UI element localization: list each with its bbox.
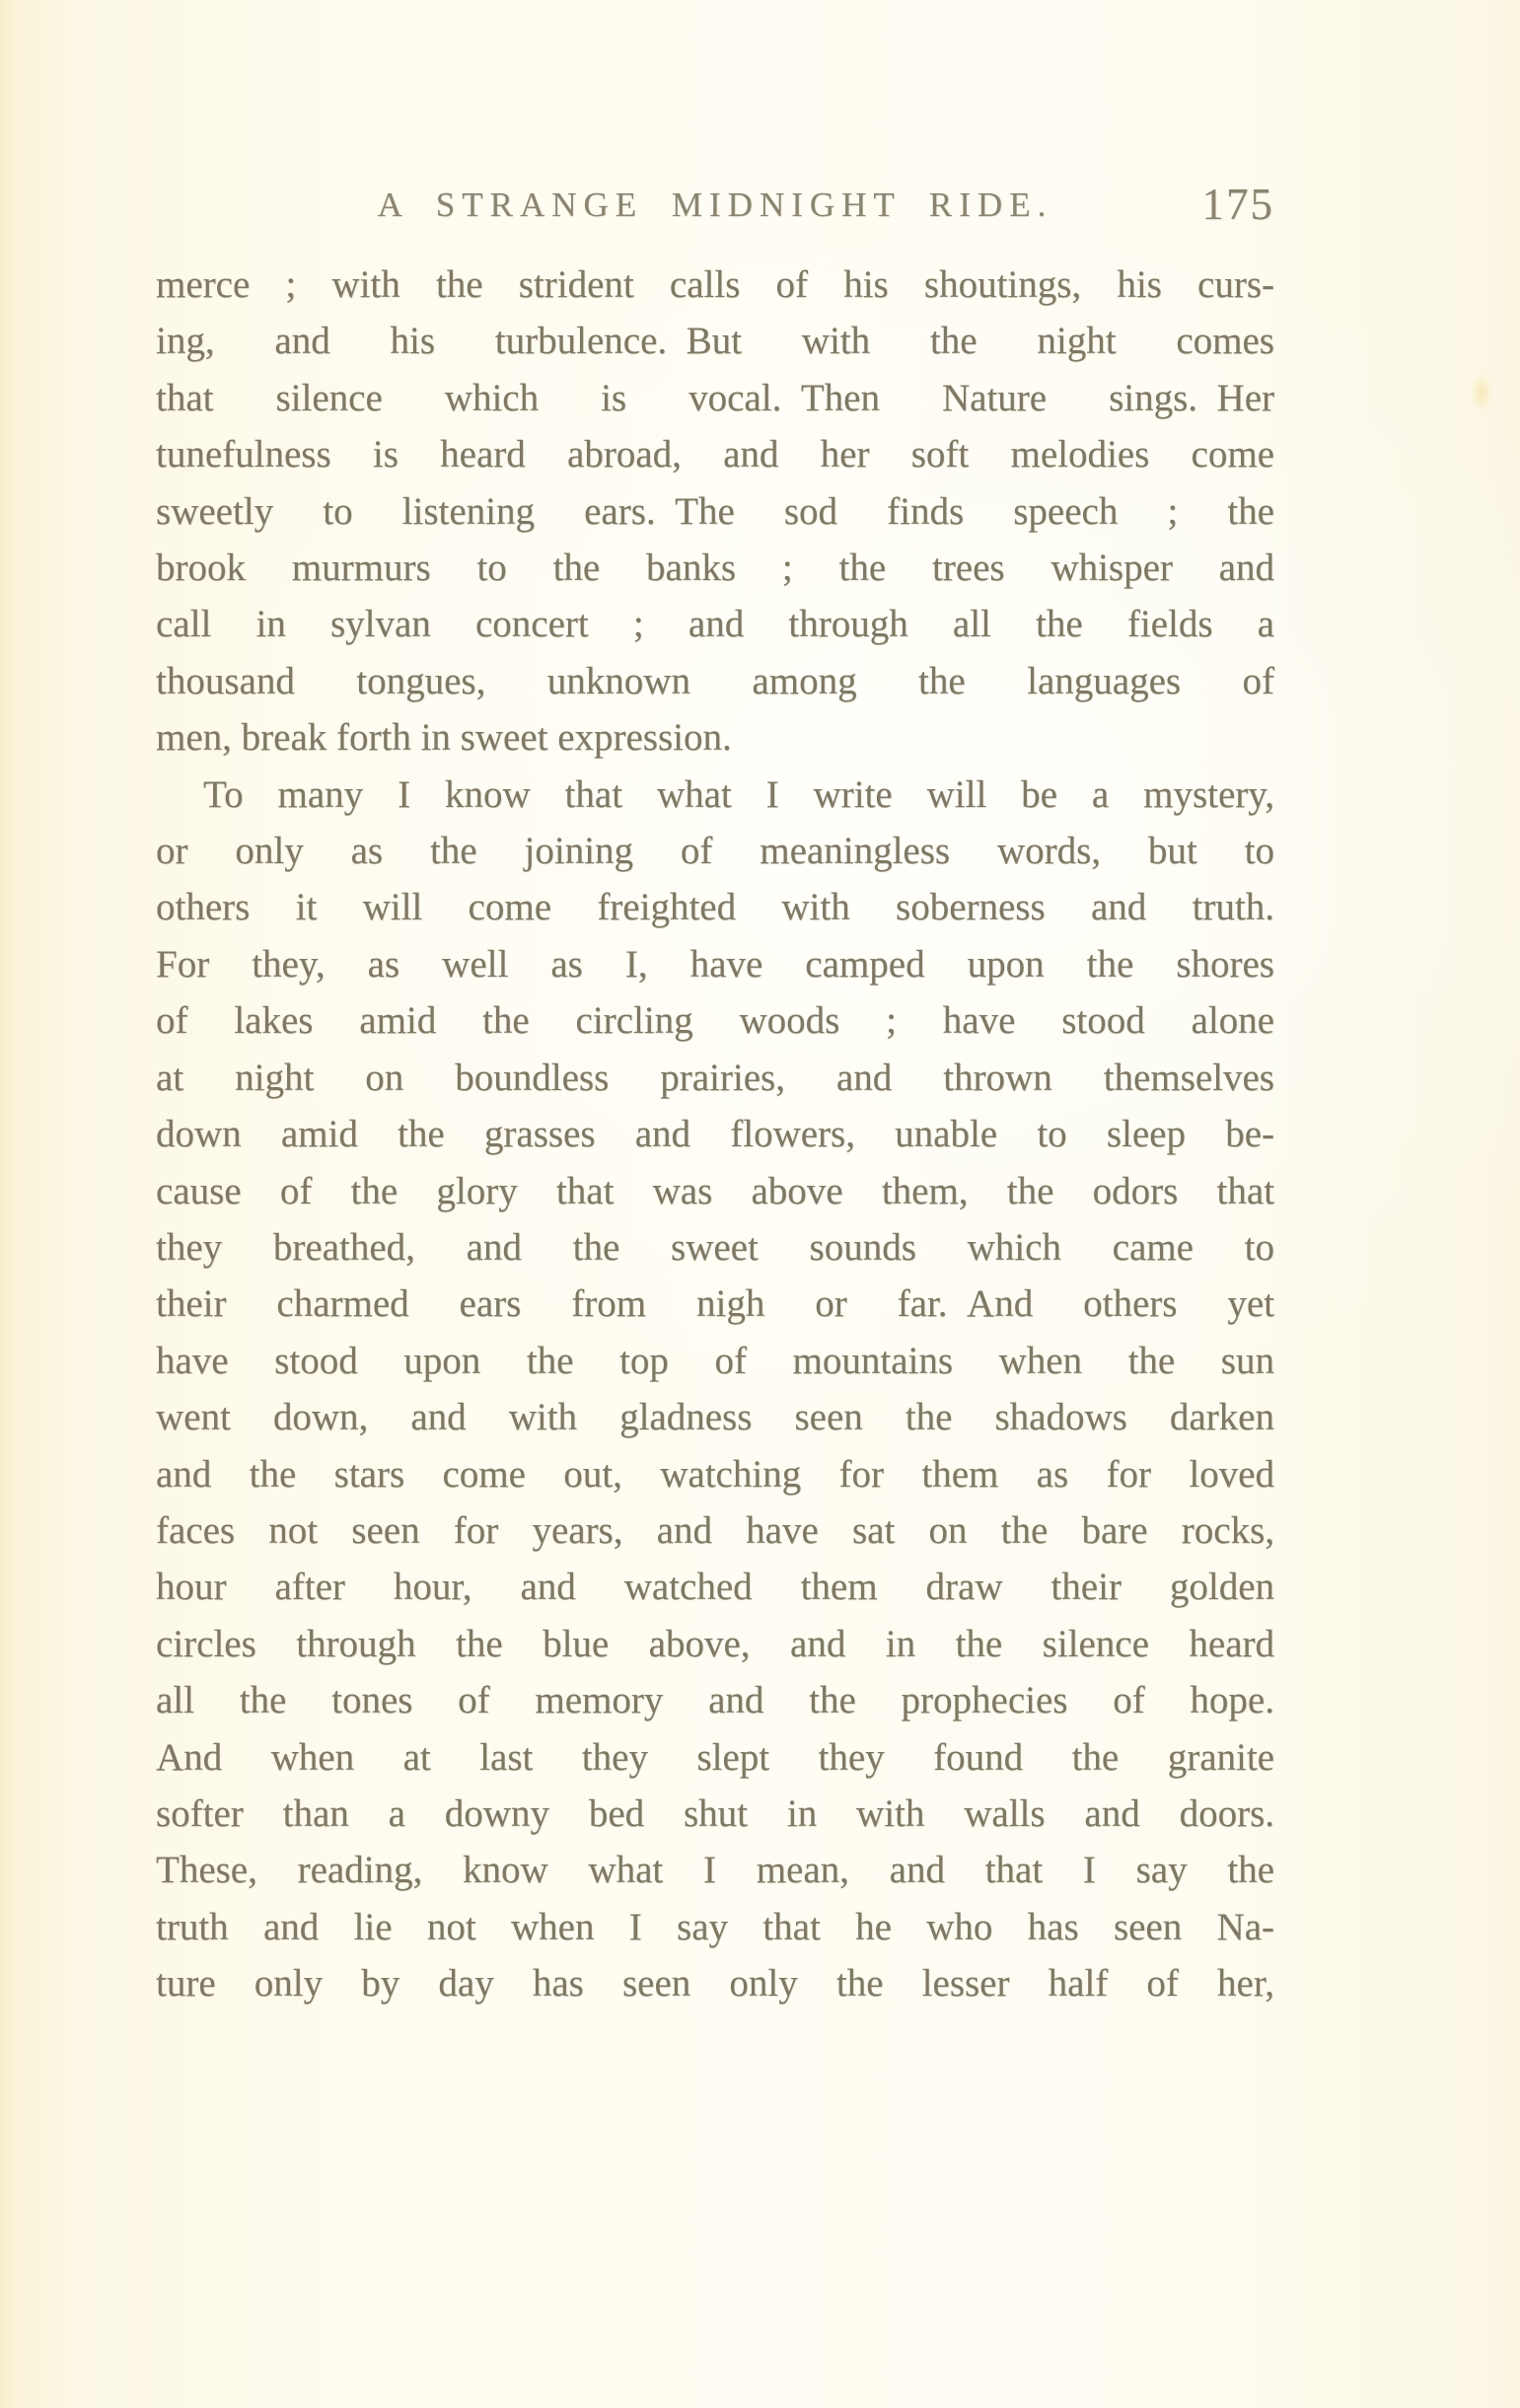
body-line: truth and lie not when I say that he who has seen Na- (156, 1905, 1274, 1948)
body-line: For they, as well as I, have camped upon the shores (156, 942, 1274, 985)
body-line: These, reading, know what I mean, and that I say the (156, 1849, 1274, 1892)
body-line: at night on boundless prairies, and thrown themselves (156, 1056, 1274, 1099)
body-line: cause of the glory that was above them, the odors that (156, 1169, 1274, 1212)
body-line: have stood upon the top of mountains when the sun (156, 1339, 1274, 1382)
body-line: they breathed, and the sweet sounds which came to (156, 1225, 1274, 1269)
body-line: hour after hour, and watched them draw their golden (156, 1566, 1274, 1609)
page-header (156, 180, 1274, 229)
body-line: men, break forth in sweet expression. (156, 716, 732, 760)
body-line: went down, and with gladness seen the shadows darken (156, 1396, 1274, 1439)
body-line: their charmed ears from nigh or far. And others yet (156, 1282, 1274, 1326)
body-line: faces not seen for years, and have sat on the bare rocks, (156, 1508, 1274, 1552)
body-line: and the stars come out, watching for them as for loved (156, 1452, 1274, 1496)
body-line: tunefulness is heard abroad, and her soft melodies come (156, 433, 1274, 476)
body-line: all the tones of memory and the prophecies of hope. (156, 1679, 1274, 1722)
body-line: circles through the blue above, and in the silence heard (156, 1622, 1274, 1665)
scan-stain (1467, 367, 1496, 418)
body-line: sweetly to listening ears. The sod finds speech ; the (156, 489, 1274, 533)
body-line: And when at last they slept they found the granite (156, 1735, 1274, 1779)
body-line: To many I know that what I write will be a mystery, (203, 772, 1274, 816)
running-title: A STRANGE MIDNIGHT RIDE. (377, 185, 1053, 224)
body-line: others it will come freighted with soberness and truth. (156, 886, 1274, 929)
body-line: down amid the grasses and flowers, unable to sleep be- (156, 1113, 1274, 1156)
body-line: brook murmurs to the banks ; the trees whisper and (156, 547, 1274, 590)
body-line: or only as the joining of meaningless words, but to (156, 830, 1274, 873)
body-line: ture only by day has seen only the lesser half of her, (156, 1962, 1274, 2006)
body-line: merce ; with the strident calls of his shoutings, his curs- (156, 263, 1274, 306)
body-line: of lakes amid the circling woods ; have stood alone (156, 999, 1274, 1043)
body-line: thousand tongues, unknown among the languages of (156, 659, 1274, 702)
body-line: call in sylvan concert ; and through all the fields a (156, 603, 1274, 646)
body-line: that silence which is vocal. Then Nature sings. Her (156, 376, 1274, 419)
body-line: ing, and his turbulence. But with the night comes (156, 320, 1274, 363)
page-number: 175 (1201, 180, 1274, 229)
body-line: softer than a downy bed shut in with walls and doors. (156, 1791, 1274, 1835)
body-text (156, 256, 1274, 2012)
